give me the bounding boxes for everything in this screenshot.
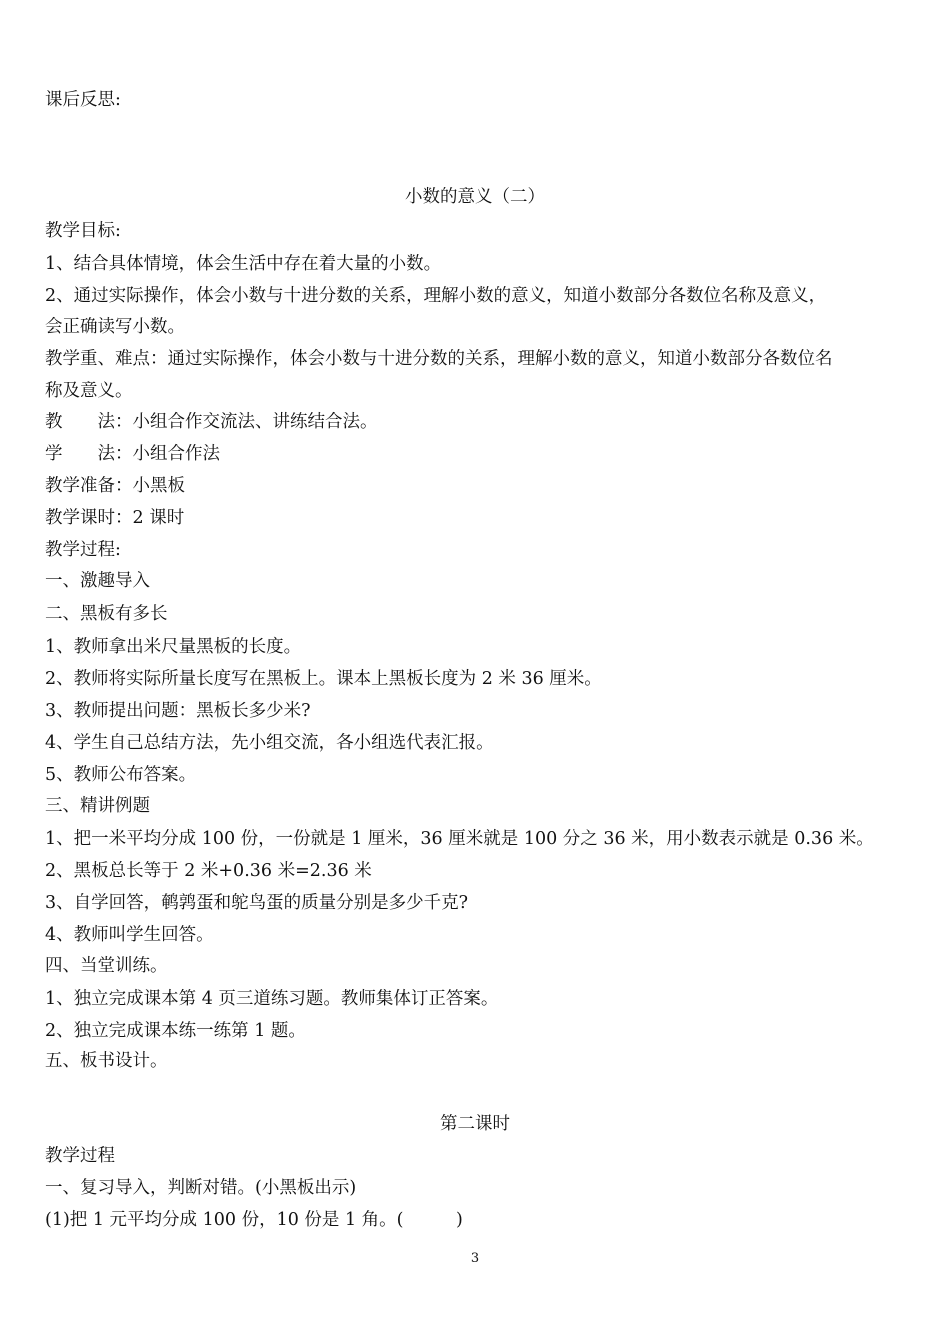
section-title: 小数的意义（二） <box>405 187 545 207</box>
reflection-label: 课后反思: <box>45 90 121 110</box>
class-hours: 教学课时：2 课时 <box>45 508 185 528</box>
step-2-item: 1、教师拿出米尺量黑板的长度。 <box>45 637 302 657</box>
objective-2-line-2: 会正确读写小数。 <box>45 317 185 337</box>
step-1-heading: 一、激趣导入 <box>45 571 150 591</box>
step-3-heading: 三、精讲例题 <box>45 796 150 816</box>
step-3-item: 3、自学回答，鹌鹑蛋和鸵鸟蛋的质量分别是多少千克? <box>45 893 469 913</box>
step-3-item: 1、把一米平均分成 100 份，一份就是 1 厘米，36 厘米就是 100 分之 36 米，用小数表示就是 0.36 米。 <box>45 829 874 849</box>
process-heading: 教学过程: <box>45 540 121 560</box>
teaching-method: 教 法：小组合作交流法、讲练结合法。 <box>45 412 378 432</box>
teaching-preparation: 教学准备：小黑板 <box>45 476 185 496</box>
second-lesson-title: 第二课时 <box>440 1114 510 1134</box>
step-2-item: 2、教师将实际所量长度写在黑板上。课本上黑板长度为 2 米 36 厘米。 <box>45 669 602 689</box>
page-number: 3 <box>470 1251 480 1266</box>
objectives-heading: 教学目标: <box>45 221 121 241</box>
review-intro: 一、复习导入，判断对错。(小黑板出示) <box>45 1178 357 1198</box>
step-2-item: 5、教师公布答案。 <box>45 765 197 785</box>
key-points-line-1: 教学重、难点：通过实际操作，体会小数与十进分数的关系，理解小数的意义，知道小数部分各数位名 <box>45 349 833 369</box>
step-2-item: 3、教师提出问题：黑板长多少米? <box>45 701 311 721</box>
step-3-item: 2、黑板总长等于 2 米+0.36 米=2.36 米 <box>45 861 372 881</box>
objective-1: 1、结合具体情境，体会生活中存在着大量的小数。 <box>45 254 442 274</box>
step-5-heading: 五、板书设计。 <box>45 1051 168 1071</box>
step-4-item: 2、独立完成课本练一练第 1 题。 <box>45 1021 306 1041</box>
key-points-line-2: 称及意义。 <box>45 381 133 401</box>
learning-method: 学 法：小组合作法 <box>45 444 220 464</box>
objective-2-line-1: 2、通过实际操作，体会小数与十进分数的关系，理解小数的意义，知道小数部分各数位名称及意义， <box>45 286 827 306</box>
second-process-heading: 教学过程 <box>45 1146 115 1166</box>
review-question-1: (1)把 1 元平均分成 100 份，10 份是 1 角。( ) <box>45 1210 463 1230</box>
step-4-item: 1、独立完成课本第 4 页三道练习题。教师集体订正答案。 <box>45 989 499 1009</box>
step-2-heading: 二、黑板有多长 <box>45 604 168 624</box>
step-2-item: 4、学生自己总结方法，先小组交流，各小组选代表汇报。 <box>45 733 494 753</box>
step-4-heading: 四、当堂训练。 <box>45 956 168 976</box>
step-3-item: 4、教师叫学生回答。 <box>45 925 214 945</box>
